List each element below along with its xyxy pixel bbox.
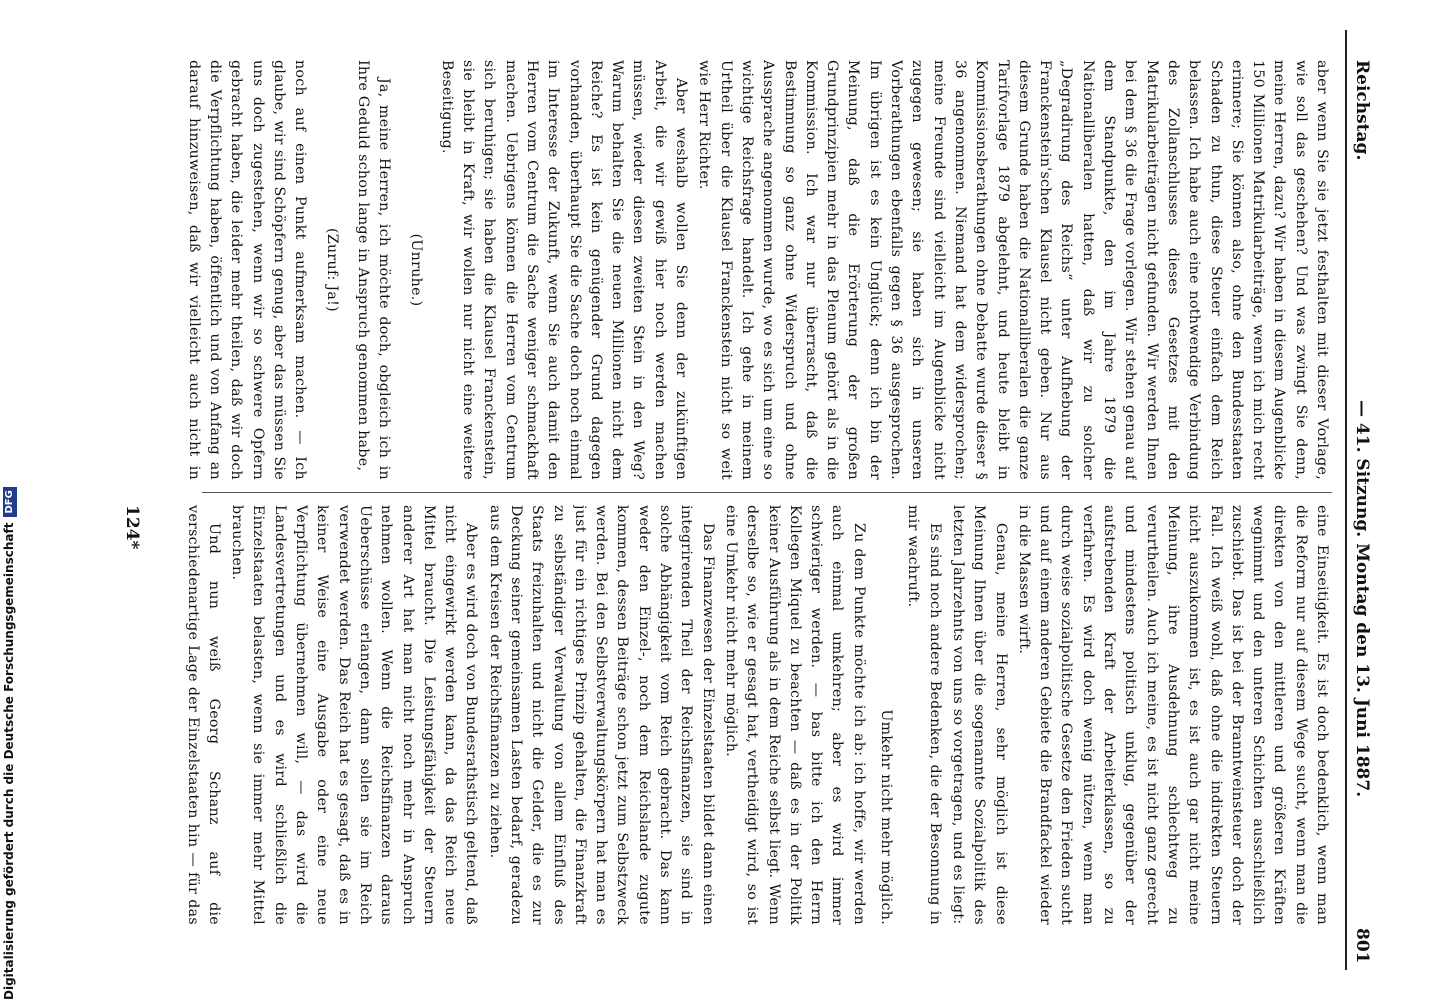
paragraph: noch auf einen Punkt aufmerksam machen. — Ich glaube, wir sind Schöpfern genug, aber das müssen Sie uns doch zugestehen, wenn wir so schwere Opfern gebracht haben, die leider mehr theilen, daß wir doch die Verpflichtung haben, öffentlich und von Anfang an darauf hinzuweisen, daß wir vielleicht auch nicht in <box>185 60 309 480</box>
digitization-note: Digitalisierung gefördert durch die Deutsche Forschungsgemeinschaft <box>2 522 16 1000</box>
header-session-date: — 41. Sitzung. Montag den 13. Juni 1887. <box>1352 400 1372 798</box>
paragraph: Es sind noch andere Bedenken, die der Besonnung in mir wachruft. <box>905 505 943 925</box>
digitization-footer <box>0 0 19 1000</box>
paragraph: Aber weshalb wollen Sie denn der zukünftigen Arbeit, die wir gewiß hier noch werden machen müssen, wieder diesen zweiten Stein in den Weg? Warum behalten Sie die neuen Millionen nicht dem Reiche? Es ist kein genügender Grund dagegen vorhanden, überhaupt Sie die Sache doch noch einmal im Interesse der Zukunft, wenn Sie auch damit den Herren vom Centrum die Sache weniger schmackhaft machen. Uebrigens können die Herren vom Centrum sich beruhigen; sie haben die Klausel Franckenstein, sie bleibt in Kraft, wir wollen nur nicht eine weitere Beseitigung. <box>438 60 690 480</box>
header-rule <box>1345 30 1347 970</box>
interjection-zuruf: (Zuruf: Ja!) <box>323 228 340 312</box>
paragraph: Zu dem Punkte möchte ich ab: ich hoffe, wir werden auch einmal umkehren; aber es wird immer schwieriger werden. — bas bitte ich den Herrn Kollegen Miquel zu beachten — daß es in der Politik keiner Ausführung als in dem Reiche selbst liegt. Wenn derselbe so, wie er gesagt hat, vertheidigt wird, so ist eine Umkehr nicht mehr möglich. <box>722 505 867 925</box>
paragraph: Genau, meine Herren, sehr möglich ist diese Meinung Ihnen über die sogenannte Sozialpolitik des letzten Jahrzehnts von uns so vorgetragen, und es liegt: <box>949 505 1009 925</box>
column-divider <box>202 492 1332 493</box>
paragraph: eine Einseitigkeit. Es ist doch bedenklich, wenn man die Reform nur auf diesem Wege sucht, wenn man die direkten von den mittleren und größeren Kräften wegnimmt und den unteren Schichten ausschließlich zuschiebt. Das ist bei der Branntweinsteuer doch der Fall. Ich weiß wohl, daß ohne die indirekten Steuern nicht auszukommen ist, es ist auch gar nicht meine Meinung, ihre Ausdehnung schlechtweg zu verurtheilen. Auch ich meine, es ist nicht ganz gerecht und mindestens politisch unklug, gegenüber der aufstrebenden Kraft der Arbeiterklassen, so zu verfahren. Es wird doch wenig nützen, wenn man durch weise sozialpolitische Gesetze den Frieden sucht und auf einem anderen Gebiete die Brandfackel wieder in die Massen wirft. <box>1015 505 1330 925</box>
dfg-logo: DFG <box>3 487 17 516</box>
header-page-number: 801 <box>1352 928 1372 964</box>
text-column-right <box>182 505 1332 925</box>
paragraph: Ja, meine Herren, ich möchte doch, obgleich ich in Ihre Geduld schon lange in Anspruch genommen habe, <box>354 60 393 480</box>
paragraph: Umkehr nicht mehr möglich. <box>878 709 895 925</box>
paragraph: Aber es wird doch von Bundesrathstisch geltend, daß nicht eingewirkt werden kann, da das Reich neue Mittel braucht. Die Leistungsfähigkeit der Steuern anderer Art hat man nicht noch mehr in Anspruch nehmen wollen. Wenn die Reichsfinanzen daraus Ueberschüsse erlangen, dann sollen sie im Reich verwendet werden. Das Reich hat es gesagt, daß es in keiner Weise eine Ausgabe oder eine neue Verpflichtung übernehmen will, — das wird die Landesvertretungen und es wird schließlich die Einzelstaaten belasten, wenn sie immer mehr Mittel brauchen. <box>229 505 480 925</box>
text-column-left <box>182 60 1332 480</box>
interjection-unruhe: (Unruhe.) <box>407 233 424 307</box>
header-publication: Reichstag. <box>1352 60 1372 161</box>
paragraph: Und nun weiß Georg Schanz auf die verschiedenartige Lage der Einzelstaaten hin — für das <box>184 505 222 925</box>
paragraph: Das Finanzwesen der Einzelstaaten bildet dann einen integrirenden Theil der Reichsfinanzen, sie sind in solche Abhängigkeit vom Reich gebracht. Das kann weder den Einzel-, noch dem Reichslande zugute kommen, dessen Beiträge schon jetzt zum Selbstzweck werden. Bei den Selbstverwaltungskörpern hat man es just für ein richtiges Prinzip gehalten, die Finanzkraft zu selbständiger Verwaltung von allem Einfluß des Staats freizuhalten und nicht die Gelder, die es zur Deckung seiner gemeinsamen Lasten bedarf, geradezu aus dem Kreisen der Reichsfinanzen zu ziehen. <box>486 505 716 925</box>
page-signature: 124* <box>122 505 142 550</box>
paragraph: aber wenn Sie sie jetzt festhalten mit dieser Vorlage, wie soll das geschehen? Und was zwingt Sie denn, meine Herren, dazu? Wir haben in diesem Augenblicke 150 Millionen Matrikularbeiträge, wenn ich mich recht erinnere; Sie können also, ohne den Bundesstaaten Schaden zu thun, diese Steuer einfach dem Reich belassen. Ich habe auch eine nothwendige Verbindung des Zollanschlusses dieses Gesetzes mit den Matrikularbeiträgen nicht gefunden. Wir werden Ihnen bei dem § 36 die Frage vorlegen. Wir stehen genau auf dem Standpunkte, den im Jahre 1879 die Nationalliberalen hatten, daß wir zu solcher „Degradirung des Reichs“ unter Aufhebung der Franckenstein'schen Klausel nicht geben. Nur aus diesem Grunde haben die Nationalliberalen die ganze Tarifvorlage 1879 abgelehnt, und heute bleibt in Kommissionsberathungen ohne Debatte wurde dieser § 36 angenommen. Niemand hat dem widersprochen; meine Freunde sind vielleicht im Augenblicke nicht zugegen gewesen; sie haben sich in unseren Vorberathungen ebenfalls gegen § 36 ausgesprochen. Im übrigen ist es kein Unglück; denn ich bin der Meinung, daß die Erörterung der großen Grundprinzipien mehr in das Plenum gehört als in die Kommission. Ich war nur überrascht, daß die Bestimmung so ganz ohne Widerspruch und ohne Aussprache angenommen wurde, wo es sich um eine so wichtige Reichsfrage handelt. Ich gehe in meinem Urtheil über die Klausel Franckenstein nicht so weit wie Herr Richter. <box>696 60 1330 480</box>
